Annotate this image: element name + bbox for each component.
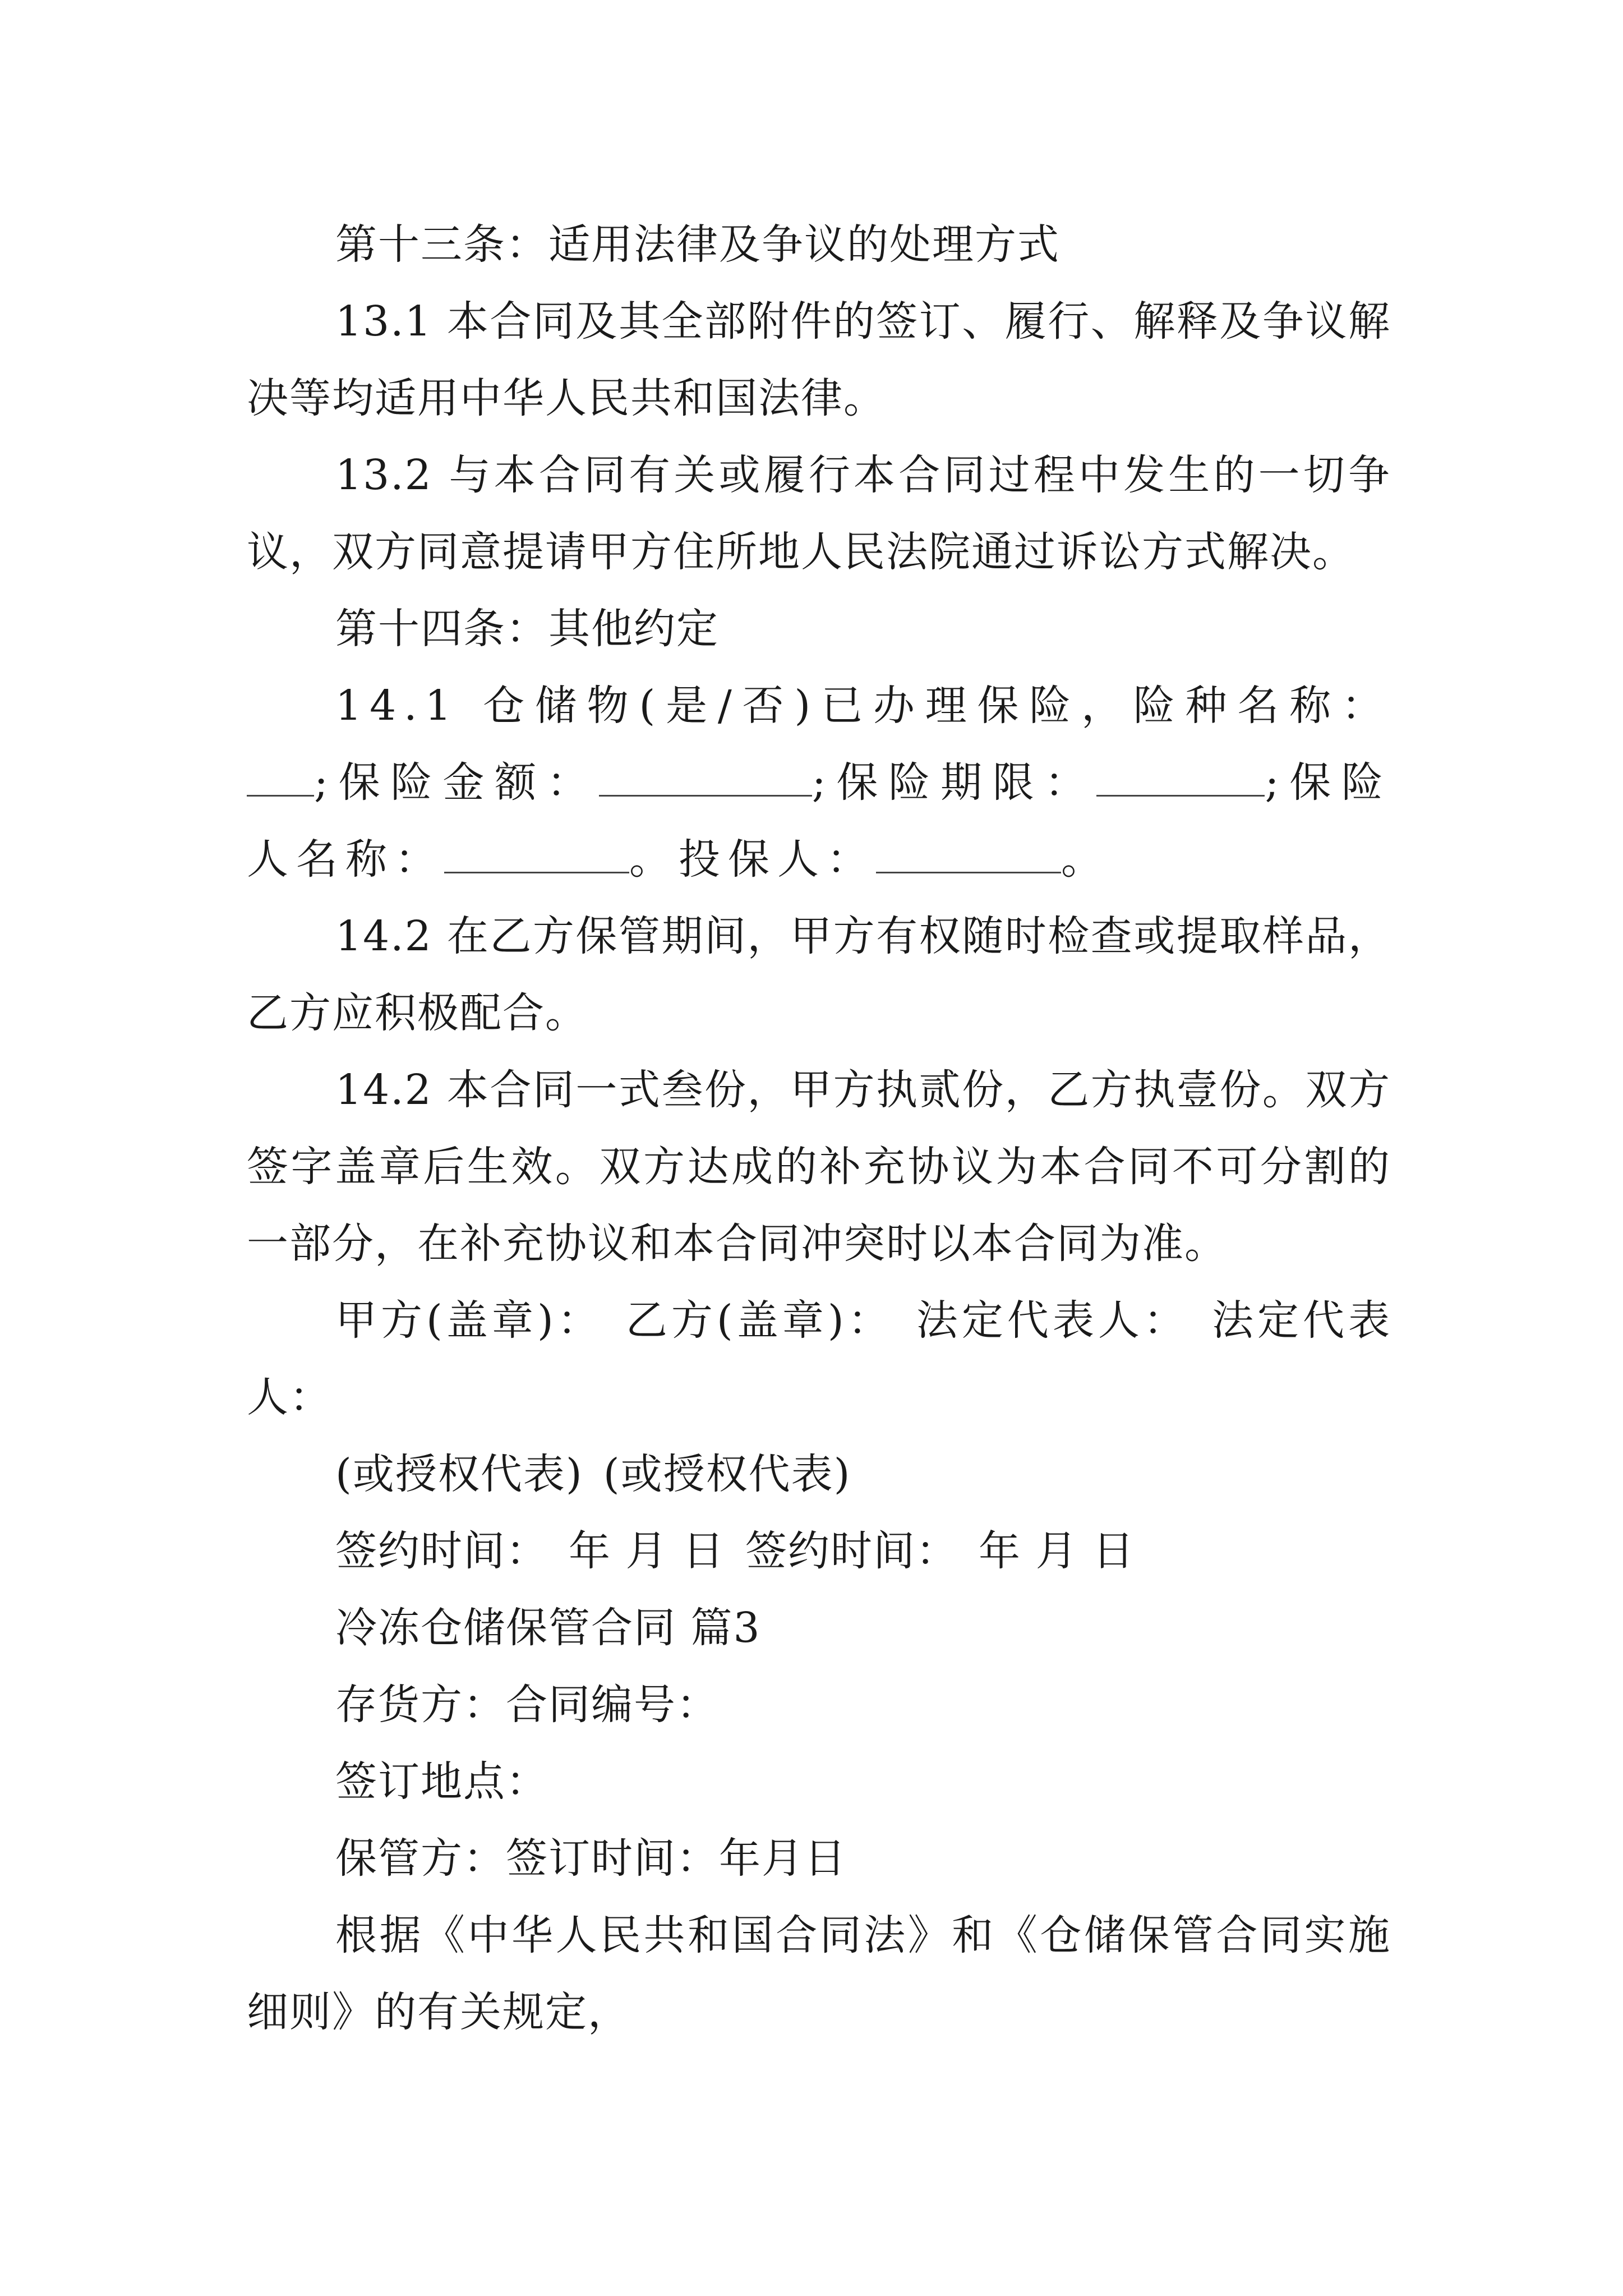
legal-basis-paragraph: 根据《中华人民共和国合同法》和《仓储保管合同实施细则》的有关规定， (247, 1911, 1391, 2036)
signing-date-2: 年 月 日 (979, 1527, 1136, 1575)
clause-14-1-text-a: 14.1 仓储物(是/否)已办理保险，险种名称： (335, 682, 1391, 730)
clause-14-1-text-b: ;保险金额： (314, 758, 599, 807)
authorized-rep-line (247, 1436, 1391, 1513)
signing-date-line (247, 1513, 1391, 1590)
insurer-name-blank (444, 832, 629, 873)
signing-place-line: 签订地点： (335, 1757, 548, 1806)
depositor-line: 存货方：合同编号： (335, 1681, 719, 1729)
party-a-seal-label: 甲方(盖章)： (335, 1296, 603, 1345)
policyholder-blank (876, 832, 1061, 873)
clause-13-1: 13.1 本合同及其全部附件的签订、履行、解释及争议解决等均适用中华人民共和国法律。 (247, 297, 1391, 422)
section-3-title: 冷冻仓储保管合同 篇3 (335, 1604, 761, 1652)
clause-14-1-text-c: ;保险期限： (811, 758, 1097, 807)
article-13-title: 第十三条：适用法律及争议的处理方式 (335, 220, 1060, 269)
clause-14-1-text-f: 。 (1061, 835, 1110, 884)
authorized-rep-2: (或授权代表) (603, 1450, 851, 1498)
clause-13-2: 13.2 与本合同有关或履行本合同过程中发生的一切争议，双方同意提请甲方住所地人民法院通过诉讼方式解决。 (247, 451, 1391, 576)
clause-14-1-text-e: 。投保人： (629, 835, 876, 884)
authorized-rep-1: (或授权代表) (335, 1450, 583, 1498)
clause-14-2-copies: 14.2 本合同一式叁份，甲方执贰份，乙方执壹份。双方签字盖章后生效。双方达成的补充协议为本合同不可分割的一部分，在补充协议和本合同冲突时以本合同为准。 (247, 1066, 1391, 1268)
signing-date-label-2: 签约时间： (745, 1527, 959, 1575)
legal-rep-label-1: 法定代表人： (913, 1296, 1189, 1345)
party-b-seal-label: 乙方(盖章)： (623, 1296, 893, 1345)
insurance-type-blank (247, 756, 314, 797)
document-body (247, 206, 1391, 2051)
signing-date-1: 年 月 日 (569, 1527, 726, 1575)
clause-14-2-inspection: 14.2 在乙方保管期间，甲方有权随时检查或提取样品，乙方应积极配合。 (247, 912, 1391, 1037)
clause-14-1 (247, 668, 1391, 898)
article-14-title: 第十四条：其他约定 (335, 605, 719, 653)
signature-parties (247, 1282, 1391, 1436)
insurance-period-blank (1096, 756, 1265, 797)
custodian-line: 保管方：签订时间：年月日 (335, 1834, 847, 1883)
legal-rep-label-2: 法定代表人： (247, 1296, 1391, 1421)
signing-date-label-1: 签约时间： (335, 1527, 548, 1575)
clause-14-1-text-d: ;保险人名称： (247, 758, 1391, 884)
insurance-amount-blank (599, 756, 812, 797)
